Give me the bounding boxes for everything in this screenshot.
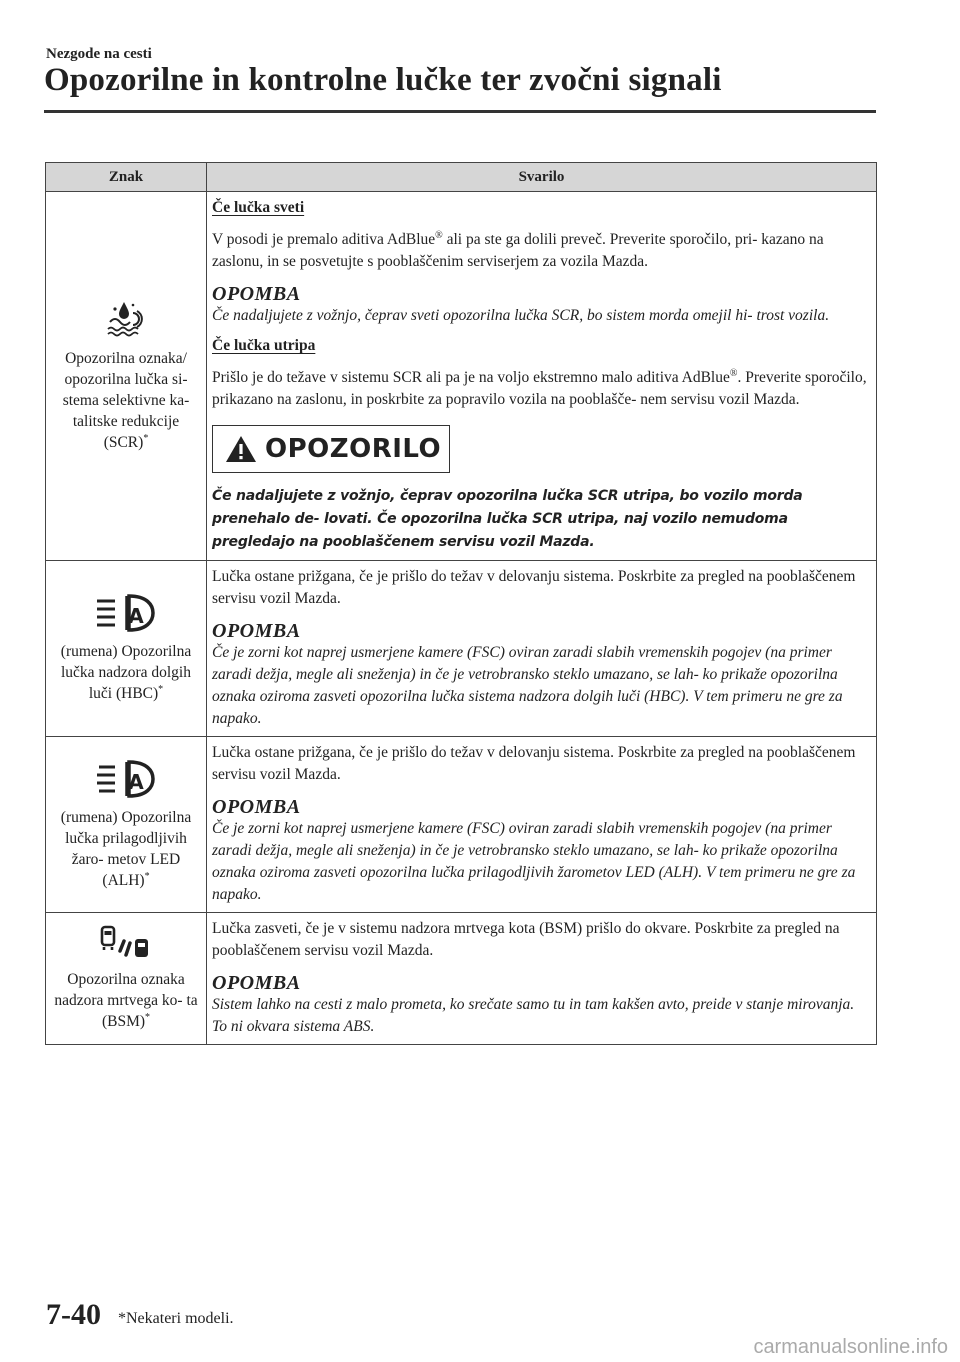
- column-header-sign: Znak: [46, 163, 207, 192]
- watermark: carmanualsonline.info: [753, 1336, 948, 1358]
- sign-cell: [46, 737, 207, 913]
- page-title: Opozorilne in kontrolne lučke ter zvočni signali: [44, 62, 722, 98]
- blind-spot-monitoring-icon: [96, 925, 156, 961]
- sign-cell: [46, 913, 207, 1045]
- table-row: [46, 561, 877, 737]
- sign-label: (rumena) Opozorilna lučka nadzora dolgih luči (HBC)*: [60, 643, 192, 702]
- svg-text:A: A: [128, 769, 144, 794]
- warning-cell: [207, 913, 877, 1045]
- svg-text:A: A: [128, 604, 144, 628]
- note-text: Če je zorni kot naprej usmerjene kamere (FSC) oviran zaradi slabih vremenskih pogojev (na primer zaradi dežja, megle ali sneženja) in če je vetrobransko steklo umazano, se lah- ko prikaže opozorilna oznaka oziroma zasveti opozorilna lučka prilagodljivih žarometov LED (ALH). V tem primeru ne gre za napako.: [212, 820, 856, 903]
- note-text: Če je zorni kot naprej usmerjene kamere (FSC) oviran zaradi slabih vremenskih pogojev (na primer zaradi dežja, megle ali sneženja) in če je vetrobransko steklo umazano, se lah- ko prikaže opozorilna oznaka oziroma zasveti opozorilna lučka sistema nadzora dolgih luči (HBC). V tem primeru ne gre za napako.: [212, 644, 843, 727]
- scr-warning-icon: [104, 300, 148, 340]
- warning-cell: [207, 192, 877, 561]
- paragraph: Lučka ostane prižgana, če je prišlo do težav v delovanju sistema. Poskrbite za pregled na pooblaščenem servisu vozil Mazda.: [212, 744, 856, 783]
- note-heading: OPOMBA: [212, 972, 301, 994]
- table-row: [46, 192, 877, 561]
- footnote: *Nekateri modeli.: [118, 1310, 234, 1327]
- note-heading: OPOMBA: [212, 620, 301, 642]
- header-rule: [44, 110, 876, 113]
- warning-text: Če nadaljujete z vožnjo, čeprav opozorilna lučka SCR utripa, bo vozilo morda prenehalo de- lovati. Če opozorilna lučka SCR utripa, naj vozilo nemudoma pregledajo na pooblaščenem servisu vozil Mazda.: [212, 488, 803, 550]
- paragraph: Prišlo je do težave v sistemu SCR ali pa je na voljo ekstremno malo aditiva AdBlue®. Preverite sporočilo, prikazano na zaslonu, in poskrbite za popravilo vozila na pooblašče- nem servisu vozil Mazda.: [212, 367, 867, 408]
- sign-label: (rumena) Opozorilna lučka prilagodljivih žaro- metov LED (ALH)*: [60, 808, 192, 889]
- auto-high-beam-icon: [95, 593, 157, 633]
- table-row: [46, 913, 877, 1045]
- warning-cell: [207, 561, 877, 737]
- note-text: Sistem lahko na cesti z malo prometa, ko srečate samo tu in tam kakšen avto, preide v stanje mirovanja. To ni okvara sistema ABS.: [212, 996, 855, 1035]
- sign-label: Opozorilna oznaka/ opozorilna lučka si- stema selektivne ka- talitske redukcije (SCR)*: [62, 349, 190, 451]
- table-header-row: [46, 163, 877, 192]
- section-name: Nezgode na cesti: [46, 46, 152, 62]
- warning-table: [45, 162, 877, 1045]
- sign-cell: [46, 192, 207, 561]
- subheading-lamp-on: Če lučka sveti: [212, 199, 305, 216]
- warning-box: [212, 425, 450, 473]
- warning-cell: [207, 737, 877, 913]
- note-heading: OPOMBA: [212, 283, 301, 305]
- sign-cell: [46, 561, 207, 737]
- paragraph: Lučka zasveti, če je v sistemu nadzora mrtvega kota (BSM) prišlo do okvare. Poskrbite za pregled na pooblaščenem servisu vozil Mazda.: [212, 920, 840, 959]
- note-text: Če nadaljujete z vožnjo, čeprav sveti opozorilna lučka SCR, bo sistem morda omejil hi- trost vozila.: [212, 307, 830, 324]
- note-heading: OPOMBA: [212, 796, 301, 818]
- page-number: 7-40: [46, 1298, 101, 1331]
- adaptive-led-headlight-icon: [95, 759, 157, 799]
- paragraph: V posodi je premalo aditiva AdBlue® ali pa ste ga dolili preveč. Preverite sporočilo, pri- kazano na zaslonu, in se posvetujte s pooblaščenim serviserjem za vozila Mazda.: [212, 229, 824, 270]
- table-row: [46, 737, 877, 913]
- warning-triangle-icon: [225, 435, 257, 463]
- subheading-lamp-flashing: Če lučka utripa: [212, 337, 316, 354]
- sign-label: Opozorilna oznaka nadzora mrtvega ko- ta (BSM)*: [54, 971, 198, 1030]
- paragraph: Lučka ostane prižgana, če je prišlo do težav v delovanju sistema. Poskrbite za pregled na pooblaščenem servisu vozil Mazda.: [212, 568, 856, 607]
- warning-label: OPOZORILO: [265, 434, 442, 464]
- column-header-warning: Svarilo: [207, 163, 877, 192]
